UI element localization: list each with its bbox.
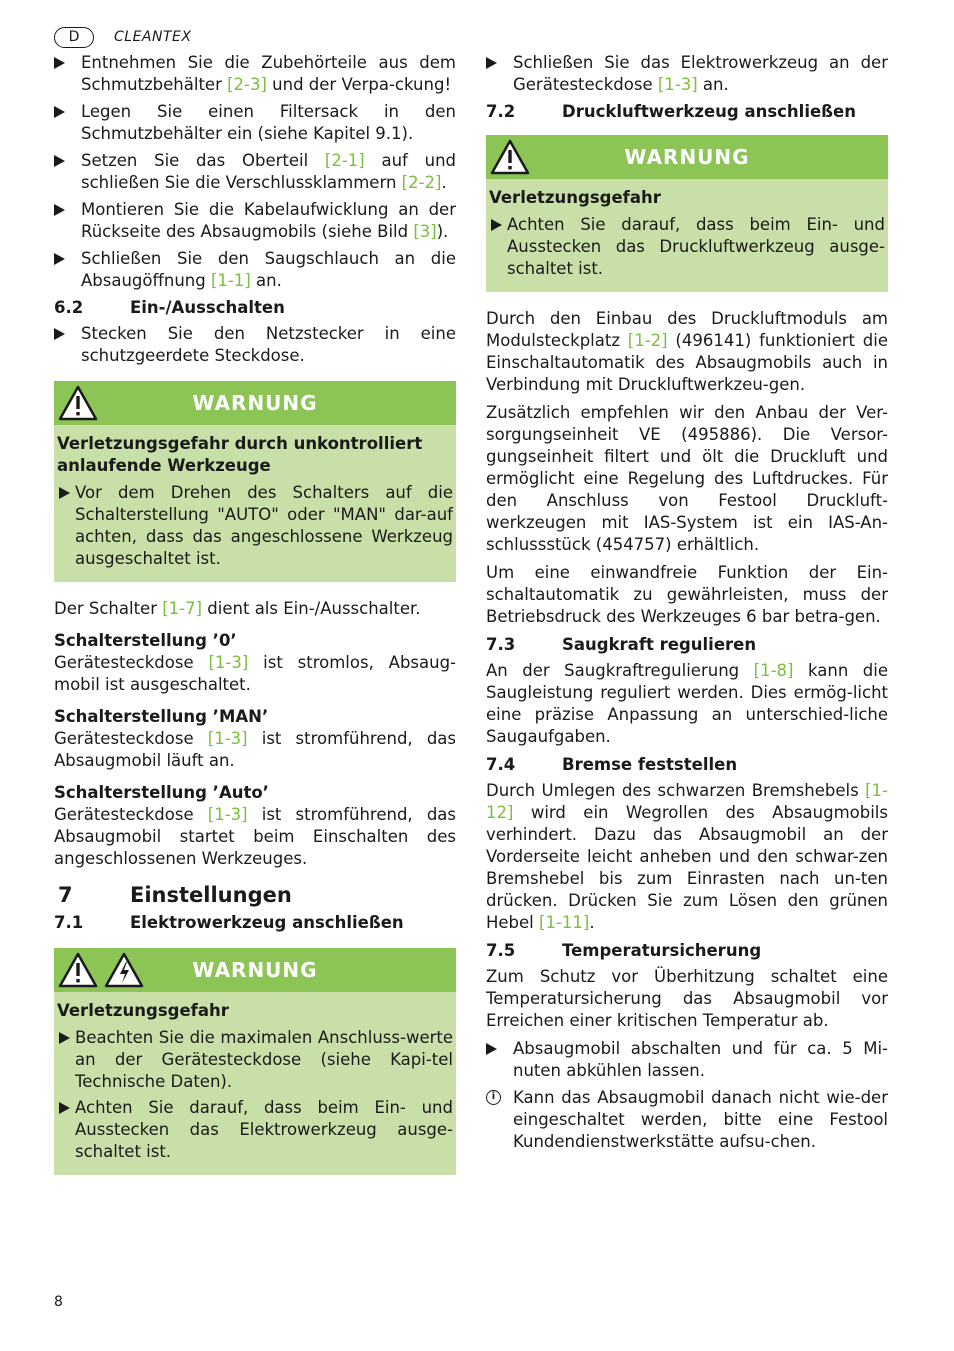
bullet-triangle-icon [59, 487, 70, 499]
figure-reference: [1-11] [539, 913, 590, 932]
warning-triangle-icon [58, 385, 98, 421]
section-heading: 7.1 Elektrowerkzeug anschließen [54, 913, 404, 932]
bullet-triangle-icon [59, 1102, 70, 1114]
warning-subtitle: Verletzungsgefahr durch unkontrolliert anlaufende Werkzeuge [57, 434, 423, 475]
warning-subtitle: Verletzungsgefahr [57, 1001, 229, 1020]
bullet-triangle-icon [54, 57, 65, 69]
paragraph: Zusätzlich empfehlen wir den Anbau der Ver-sorgungseinheit VE (495886). Die Versor-gungseinheit filtert und ölt die Druckluft und ermöglicht eine Regelung des Luftdruckes. Für den Anschluss von Festool Druckluft-werkzeugen mit IAS-System ist ein IAS-An-schlussstück (454757) erhältlich. [486, 403, 888, 554]
right-column [486, 52, 888, 1158]
paragraph: Gerätesteckdose [1-3] ist stromlos, Absaug-mobil ist ausgeschaltet. [54, 653, 457, 694]
product-name: CLEANTEX [114, 29, 192, 45]
list-item: Montieren Sie die Kabelaufwicklung an der Rückseite des Absaugmobils (siehe Bild [3]). [54, 199, 456, 243]
paragraph: An der Saugkraftregulierung [1-8] kann die Saugleistung reguliert werden. Dies ermög-licht eine präzise Anpassung an unterschied-liche Saugaufgaben. [486, 661, 888, 746]
list-item: Legen Sie einen Filtersack in den Schmutzbehälter ein (siehe Kapitel 9.1). [54, 101, 456, 145]
list-item: Entnehmen Sie die Zubehörteile aus dem Schmutzbehälter [2-3] und der Verpa-ckung! [54, 52, 456, 96]
warning-header: WARNUNG [54, 948, 456, 992]
list-item: Schließen Sie das Elektrowerkzeug an der Gerätesteckdose [1-3] an. [486, 52, 888, 96]
paragraph: Um eine einwandfreie Funktion der Ein-schaltautomatik zu gewährleisten, muss der Betriebsdruck des Werkzeuges 6 bar betra-gen. [486, 563, 888, 626]
bullet-triangle-icon [54, 106, 65, 118]
list-item: i Kann das Absaugmobil danach nicht wie-der eingeschaltet werden, bitte eine Festool Kundendienstwerkstätte aufsu-chen. [486, 1087, 888, 1153]
paragraph: Zum Schutz vor Überhitzung schaltet eine Temperatursicherung das Absaugmobil vor Erreichen einer kritischen Temperatur ab. [486, 967, 888, 1030]
language-badge: D [54, 27, 94, 48]
figure-reference: [1-12] [486, 781, 888, 822]
list-item: Schließen Sie den Saugschlauch an die Absaugöffnung [1-1] an. [54, 248, 456, 292]
warning-box [54, 381, 456, 582]
subheading: Schalterstellung ’0’ [54, 631, 237, 650]
subheading: Schalterstellung ’MAN’ [54, 707, 269, 726]
list-item: Stecken Sie den Netzstecker in eine schutzgeerdete Steckdose. [54, 323, 456, 367]
warning-header: WARNUNG [486, 135, 888, 179]
warning-triangle-icon [58, 952, 98, 988]
bullet-triangle-icon [491, 219, 502, 231]
warning-item: Vor dem Drehen des Schalters auf die Schalterstellung "AUTO" oder "MAN" dar-auf achten, dass das angeschlossene Werkzeug ausgeschaltet ist. [57, 482, 453, 570]
bullet-triangle-icon [486, 57, 497, 69]
warning-subtitle: Verletzungsgefahr [489, 188, 661, 207]
figure-reference: [2-2] [401, 173, 442, 192]
chapter-heading: 7 Einstellungen [58, 883, 292, 907]
warning-box [486, 135, 888, 292]
figure-reference: [2-3] [227, 75, 267, 94]
warning-item: Achten Sie darauf, dass beim Ein- und Ausstecken das Druckluftwerkzeug ausge-schaltet ist. [489, 214, 885, 280]
left-column [54, 52, 456, 1191]
figure-reference: [1-3] [657, 75, 698, 94]
section-heading: 7.2 Druckluftwerkzeug anschließen [486, 102, 856, 121]
warning-header: WARNUNG [54, 381, 456, 425]
figure-reference: [1-8] [753, 661, 794, 680]
section-heading: 7.3 Saugkraft regulieren [486, 635, 757, 654]
paragraph: Durch Umlegen des schwarzen Bremshebels [1-12] wird ein Wegrollen des Absaugmobils verhindert. Dazu das Absaugmobil an der Vorderseite leicht anheben und den schwar-zen Bremshebel bis zum Einrasten nach un-ten drücken. Drücken Sie zum Lösen den grünen Hebel [1-11]. [486, 781, 888, 932]
list-item: Absaugmobil abschalten und für ca. 5 Mi-nuten abkühlen lassen. [486, 1038, 888, 1082]
figure-reference: [2-1] [324, 151, 365, 170]
electric-shock-icon [104, 952, 144, 988]
figure-reference: [1-7] [162, 599, 203, 618]
bullet-triangle-icon [54, 328, 65, 340]
section-heading: 7.4 Bremse feststellen [486, 755, 738, 774]
bullet-triangle-icon [59, 1032, 70, 1044]
bullet-triangle-icon [54, 155, 65, 167]
warning-triangle-icon [490, 139, 530, 175]
info-icon: i [486, 1090, 501, 1105]
page-number: 8 [54, 1294, 63, 1310]
figure-reference: [1-3] [207, 729, 248, 748]
figure-reference: [1-3] [207, 805, 248, 824]
paragraph: Der Schalter [1-7] dient als Ein-/Ausschalter. [54, 599, 421, 618]
bullet-triangle-icon [486, 1043, 497, 1055]
figure-reference: [1-2] [627, 331, 668, 350]
section-heading: 7.5 Temperatursicherung [486, 941, 762, 960]
paragraph: Durch den Einbau des Druckluftmoduls am Modulsteckplatz [1-2] (496141) funktioniert die Einschaltautomatik des Absaugmobils auch in Verbindung mit Druckluftwerkzeu-gen. [486, 309, 888, 394]
list-item: Setzen Sie das Oberteil [2-1] auf und schließen Sie die Verschlussklammern [2-2]. [54, 150, 456, 194]
warning-item: Achten Sie darauf, dass beim Ein- und Ausstecken das Elektrowerkzeug ausge-schaltet ist. [57, 1097, 453, 1163]
paragraph: Gerätesteckdose [1-3] ist stromführend, das Absaugmobil läuft an. [54, 729, 456, 770]
paragraph: Gerätesteckdose [1-3] ist stromführend, das Absaugmobil startet beim Einschalten des angeschlossenen Werkzeuges. [54, 805, 456, 868]
page-header [54, 26, 191, 48]
figure-reference: [1-3] [208, 653, 249, 672]
section-heading: 6.2 Ein-/Ausschalten [54, 298, 285, 317]
warning-item: Beachten Sie die maximalen Anschluss-werte an der Gerätesteckdose (siehe Kapi-tel Technische Daten). [57, 1027, 453, 1093]
figure-reference: [3] [413, 222, 437, 241]
bullet-triangle-icon [54, 253, 65, 265]
warning-box [54, 948, 456, 1175]
bullet-triangle-icon [54, 204, 65, 216]
figure-reference: [1-1] [210, 271, 251, 290]
subheading: Schalterstellung ’Auto’ [54, 783, 269, 802]
